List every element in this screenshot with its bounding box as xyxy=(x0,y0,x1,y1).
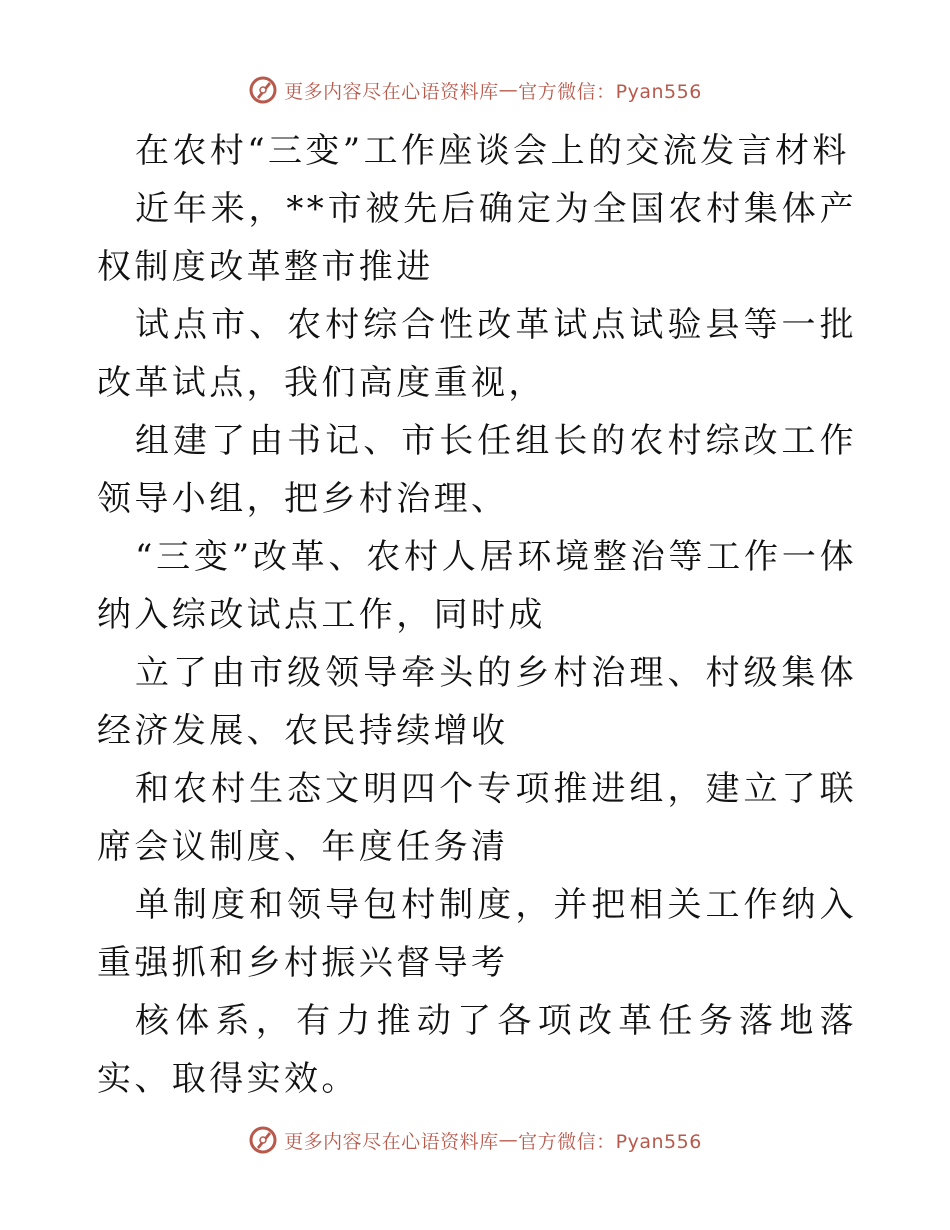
paragraph-5: 立了由市级领导牵头的乡村治理、村级集体经济发展、农民持续增收 xyxy=(97,653,857,751)
watermark-site-text: 更多内容尽在心语资料库 xyxy=(284,80,499,103)
watermark-site-text: 更多内容尽在心语资料库 xyxy=(284,1130,499,1153)
footer-watermark xyxy=(0,1122,950,1158)
watermark-dash: — xyxy=(498,1129,519,1151)
paragraph-7: 单制度和领导包村制度，并把相关工作纳入重强抓和乡村振兴督导考 xyxy=(97,885,857,983)
watermark-dash: — xyxy=(498,79,519,101)
document-title: 在农村“三变”工作座谈会上的交流发言材料 xyxy=(135,131,850,171)
watermark-wechat-text: 官方微信：Pyan556 xyxy=(518,1130,702,1153)
paragraph-6: 和农村生态文明四个专项推进组，建立了联席会议制度、年度任务清 xyxy=(97,769,857,867)
watermark-wechat-text: 官方微信：Pyan556 xyxy=(518,80,702,103)
paragraph-2: 试点市、农村综合性改革试点试验县等一批改革试点，我们高度重视， xyxy=(97,305,857,403)
paragraph-4: “三变”改革、农村人居环境整治等工作一体纳入综改试点工作，同时成 xyxy=(97,537,857,635)
document-body xyxy=(97,122,857,1108)
paragraph-3: 组建了由书记、市长任组长的农村综改工作领导小组，把乡村治理、 xyxy=(97,421,857,519)
paragraph-8: 核体系，有力推动了各项改革任务落地落实、取得实效。 xyxy=(97,1001,857,1099)
quill-seal-icon xyxy=(248,75,278,105)
quill-seal-icon xyxy=(248,1125,278,1155)
paragraph-1: 近年来，**市被先后确定为全国农村集体产权制度改革整市推进 xyxy=(97,189,857,287)
header-watermark xyxy=(0,72,950,108)
